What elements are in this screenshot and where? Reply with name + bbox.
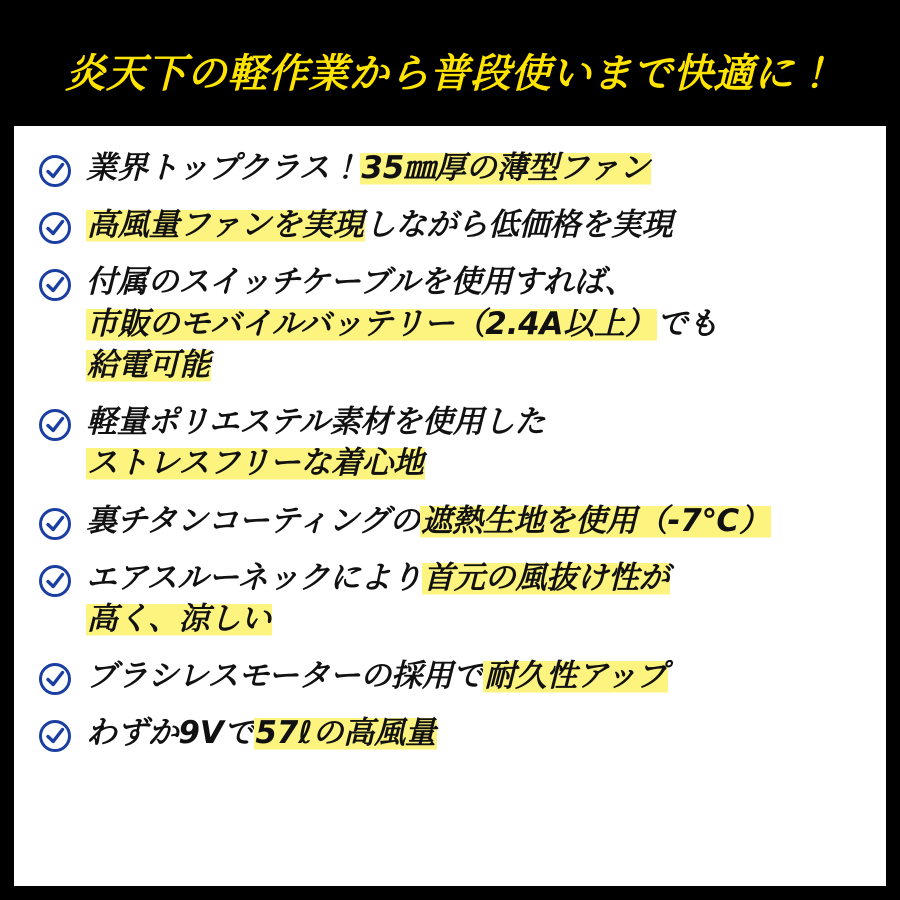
feature-line — [86, 262, 718, 303]
highlighted-text: 57ℓの高風量 — [255, 715, 436, 752]
feature-text — [86, 148, 651, 189]
plain-text: わずか9Vで — [86, 715, 255, 752]
check-circle-icon — [38, 507, 72, 541]
plain-text: 付属のスイッチケーブルを使用すれば、 — [86, 264, 636, 301]
header-banner — [14, 14, 886, 126]
feature-line — [86, 304, 718, 345]
feature-line — [86, 501, 771, 542]
feature-text — [86, 262, 718, 386]
check-circle-icon — [38, 154, 72, 188]
feature-text — [86, 402, 545, 484]
highlighted-text: ストレスフリーな着心地 — [87, 445, 424, 482]
feature-line — [86, 558, 670, 599]
check-circle-icon — [38, 564, 72, 598]
feature-line — [86, 148, 651, 189]
feature-item — [38, 262, 866, 386]
plain-text: でも — [656, 305, 719, 342]
plain-text: エアスルーネックにより — [86, 559, 423, 596]
feature-item — [38, 402, 866, 484]
plain-text: 軽量ポリエステル素材を使用した — [86, 404, 546, 441]
feature-text — [86, 205, 673, 246]
highlighted-text: 市販のモバイルバッテリー（2.4A以上） — [87, 305, 656, 342]
feature-line — [86, 656, 668, 697]
feature-text — [86, 501, 771, 542]
highlighted-text: 高風量ファンを実現 — [87, 207, 364, 244]
feature-text — [86, 713, 437, 754]
feature-line — [86, 599, 670, 640]
feature-item — [38, 205, 866, 246]
feature-text — [86, 558, 670, 640]
feature-list — [14, 126, 886, 755]
feature-line — [86, 205, 673, 246]
feature-line — [86, 402, 545, 443]
feature-line — [86, 443, 545, 484]
feature-line — [86, 345, 718, 386]
check-circle-icon — [38, 211, 72, 245]
page-title: 炎天下の軽作業から普段使いまで快適に！ — [65, 50, 835, 97]
feature-item — [38, 656, 866, 697]
check-circle-icon — [38, 719, 72, 753]
check-circle-icon — [38, 268, 72, 302]
feature-item — [38, 558, 866, 640]
feature-item — [38, 713, 866, 754]
highlighted-text: 高く、涼しい — [87, 600, 272, 637]
check-circle-icon — [38, 408, 72, 442]
feature-item — [38, 148, 866, 189]
highlighted-text: 給電可能 — [87, 346, 211, 383]
feature-item — [38, 501, 866, 542]
plain-text: 裏チタンコーティングの — [86, 502, 421, 539]
highlighted-text: 耐久性アップ — [484, 658, 668, 695]
highlighted-text: 遮熱生地を使用（-7℃） — [421, 502, 770, 539]
plain-text: しながら低価格を実現 — [364, 207, 673, 244]
plain-text: 業界トップクラス！ — [86, 150, 361, 186]
check-circle-icon — [38, 662, 72, 696]
highlighted-text: 35㎜厚の薄型ファン — [361, 150, 650, 186]
feature-line — [86, 713, 437, 754]
feature-text — [86, 656, 668, 697]
plain-text: ブラシレスモーターの採用で — [86, 658, 484, 695]
highlighted-text: 首元の風抜け性が — [423, 559, 670, 596]
